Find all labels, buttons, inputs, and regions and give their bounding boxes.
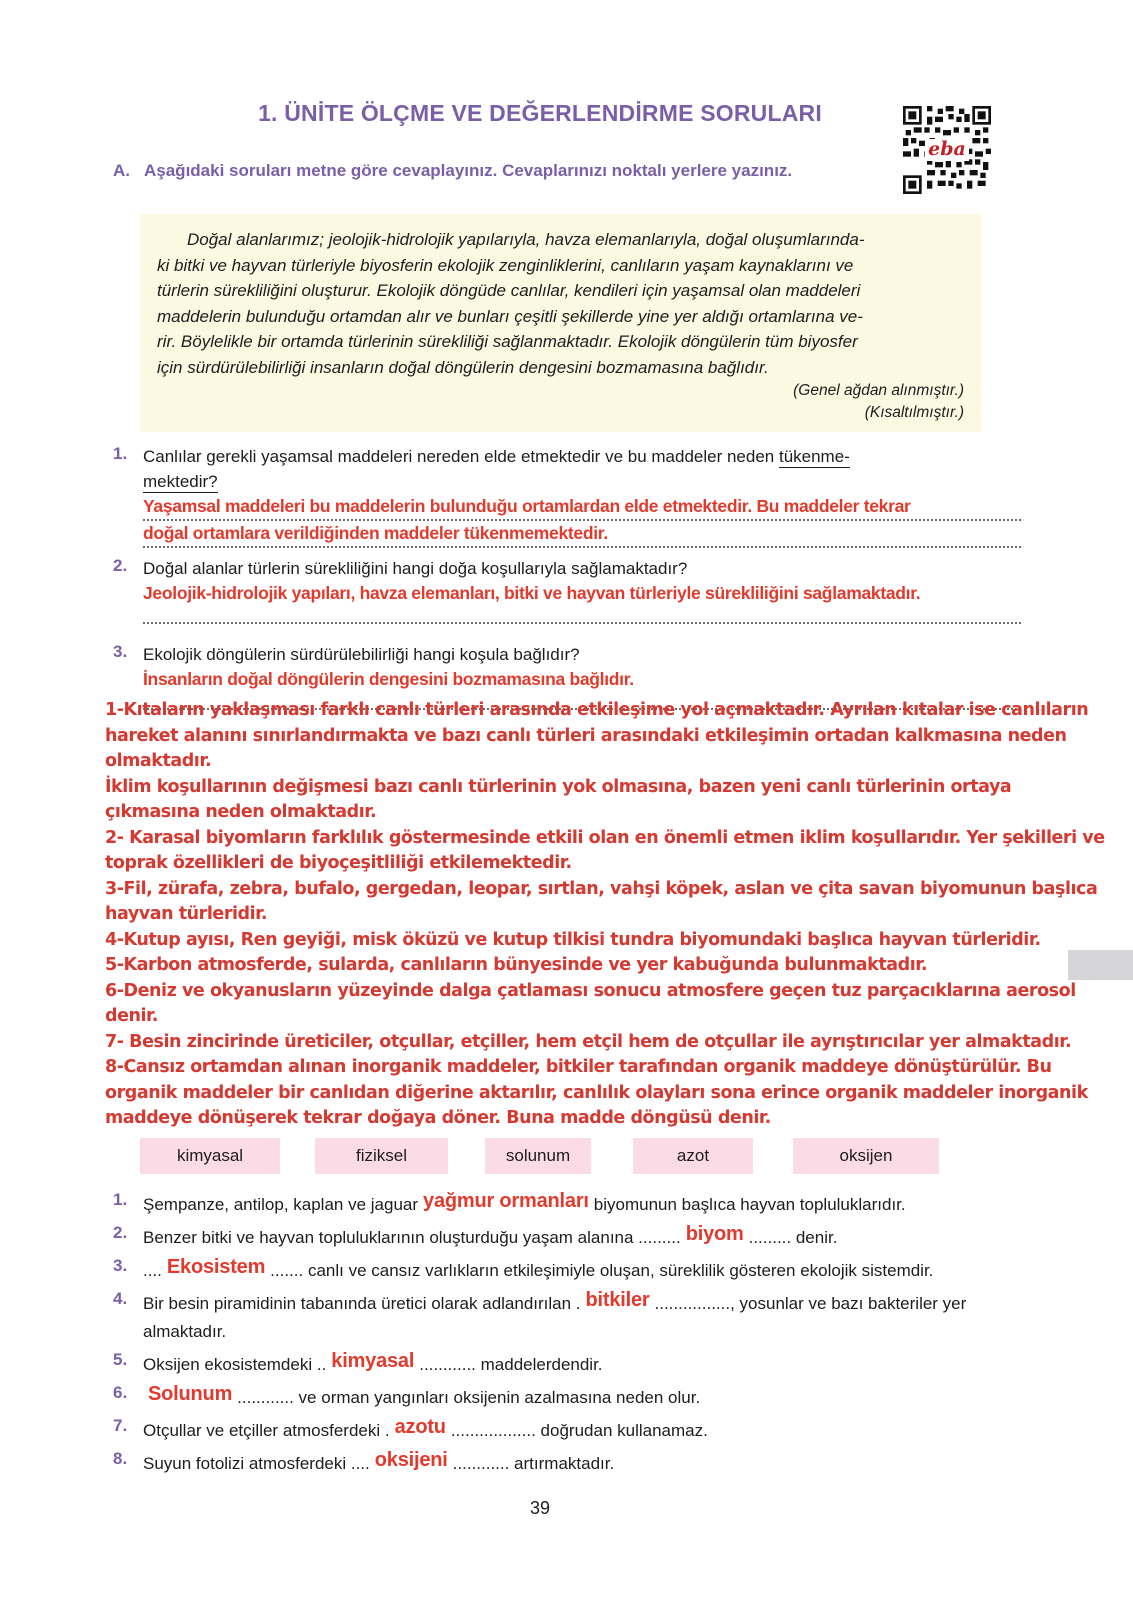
fill-pre: .... — [143, 1261, 162, 1280]
answer-line[interactable]: İnsanların doğal döngülerin dengesini bozmamasına bağlıdır. — [143, 669, 634, 689]
question-number: 6. — [113, 1383, 128, 1402]
passage-source: (Genel ağdan alınmıştır.) — [793, 382, 964, 399]
answer-block-line: 7- Besin zincirinde üreticiler, otçullar, etçiller, hem etçil hem de otçullar ile ayrıştırıcılar yer almaktadır. — [105, 1031, 1072, 1052]
question-number: 3. — [113, 642, 128, 661]
section-b-fill-items — [113, 1190, 1028, 1482]
question-2-body — [143, 556, 1021, 634]
fill-post: ......... denir. — [748, 1228, 838, 1247]
question-1-text: Canlılar gerekli yaşamsal maddeleri nereden elde etmektedir ve bu maddeler neden — [143, 447, 779, 466]
question-number: 7. — [113, 1416, 128, 1435]
dotted-answer-rule[interactable] — [143, 606, 1021, 624]
passage-line: ki bitki ve hayvan türleriyle biyosferin ekolojik zenginliklerini, canlıların yaşam kaynaklarını ve — [157, 255, 854, 275]
fill-answer[interactable]: oksijeni — [374, 1449, 448, 1471]
question-number: 3. — [113, 1256, 128, 1275]
fill-item-8 — [113, 1449, 1028, 1478]
word-bank-item: azot — [633, 1138, 753, 1174]
fill-post: ....... canlı ve cansız varlıkların etkileşimiyle oluşan, süreklilik gösteren ekolojik sistemdir. — [270, 1261, 934, 1280]
fill-answer[interactable]: azotu — [394, 1416, 446, 1438]
section-a-letter: A. — [113, 161, 130, 180]
passage-line: Doğal alanlarımız; jeolojik-hidrolojik yapılarıyla, havza elemanlarıyla, doğal oluşumlarında- — [187, 230, 865, 249]
question-number: 2. — [113, 556, 128, 575]
section-a-instruction-text: Aşağıdaki soruları metne göre cevaplayınız. Cevaplarınızı noktalı yerlere yazınız. — [144, 161, 793, 180]
section-a-questions — [113, 444, 1021, 722]
fill-item-1 — [113, 1190, 1028, 1219]
fill-answer[interactable]: Ekosistem — [166, 1256, 266, 1278]
word-bank-item: solunum — [485, 1138, 591, 1174]
question-1 — [113, 444, 1021, 548]
question-2 — [113, 556, 1021, 634]
section-a-instruction — [113, 161, 792, 181]
fill-answer[interactable]: bitkiler — [585, 1289, 650, 1311]
passage-line: maddelerin bulunduğu ortamdan alır ve bunları çeşitli şekillerde yine yer aldığı ortamlarına ve- — [157, 306, 863, 326]
word-bank-item: oksijen — [793, 1138, 939, 1174]
answer-block-line: İklim koşullarının değişmesi bazı canlı türlerinin yok olmasına, bazen yeni canlı türlerinin ortaya çıkmasına neden olmaktadır. — [105, 776, 1012, 822]
question-1-underlined-1: tükenme- — [778, 447, 850, 466]
question-number: 1. — [113, 444, 128, 463]
question-1-underlined-2: mektedir? — [143, 472, 218, 491]
fill-item-6 — [113, 1383, 1028, 1412]
word-bank — [0, 1138, 1133, 1176]
handwritten-answer-block — [105, 698, 1105, 1132]
fill-item-2 — [113, 1223, 1028, 1252]
fill-pre: Suyun fotolizi atmosferdeki .... — [143, 1454, 370, 1473]
qr-code — [903, 106, 991, 194]
question-number: 1. — [113, 1190, 128, 1209]
fill-pre: Benzer bitki ve hayvan topluluklarının oluşturduğu yaşam alanına ......... — [143, 1228, 681, 1247]
answer-block-line: 3-Fil, zürafa, zebra, bufalo, gergedan, leopar, sırtlan, vahşi köpek, aslan ve çita savan biyomunun başlıca hayvan türleridir. — [105, 878, 1098, 924]
answer-line[interactable]: Jeolojik-hidrolojik yapıları, havza elemanları, bitki ve hayvan türleriyle sürekliliğini sağlamaktadır. — [143, 583, 921, 603]
page-number: 39 — [529, 1498, 551, 1518]
passage-line: rir. Böylelikle bir ortamda türlerinin sürekliliği sağlanmaktadır. Ekolojik döngülerin tüm biyosfer — [157, 332, 858, 351]
question-3-text: Ekolojik döngülerin sürdürülebilirliği hangi koşula bağlıdır? — [143, 645, 580, 664]
page-edge-tab — [1068, 950, 1133, 980]
answer-block-line: 4-Kutup ayısı, Ren geyiği, misk öküzü ve kutup tilkisi tundra biyomundaki başlıca hayvan türleridir. — [105, 929, 1041, 950]
fill-pre: Bir besin piramidinin tabanında üretici olarak adlandırılan . — [143, 1294, 581, 1313]
fill-pre: Şempanze, antilop, kaplan ve jaguar — [143, 1195, 419, 1214]
fill-item-4 — [113, 1289, 1028, 1346]
fill-answer[interactable]: Solunum — [148, 1383, 233, 1405]
question-number: 5. — [113, 1350, 128, 1369]
fill-pre: Otçullar ve etçiller atmosferdeki . — [143, 1421, 390, 1440]
question-1-body — [143, 444, 1021, 548]
answer-block-line: 6-Deniz ve okyanusların yüzeyinde dalga çatlaması sonucu atmosfere geçen tuz parçacıklarına aerosol denir. — [105, 980, 1076, 1026]
word-bank-item: fiziksel — [315, 1138, 448, 1174]
fill-answer[interactable]: yağmur ormanları — [423, 1190, 589, 1212]
fill-post: ............ ve orman yangınları oksijenin azalmasına neden olur. — [237, 1388, 701, 1407]
fill-answer[interactable]: biyom — [685, 1223, 744, 1245]
answer-block-line: 8-Cansız ortamdan alınan inorganik maddeler, bitkiler tarafından organik maddeye dönüştürülür. Bu organik maddeler bir canlıdan diğerine aktarılır, canlılık olayları sona erince organik maddeler inorganik maddeye dönüşerek tekrar doğaya döner. Buna madde döngüsü denir. — [105, 1057, 1088, 1128]
answer-block-line: 5-Karbon atmosferde, sularda, canlıların bünyesinde ve yer kabuğunda bulunmaktadır. — [105, 955, 928, 975]
fill-post: .................. doğrudan kullanamaz. — [450, 1421, 708, 1440]
fill-post: ............ artırmaktadır. — [452, 1454, 615, 1473]
fill-post: ............ maddelerdendir. — [419, 1355, 603, 1374]
question-number: 4. — [113, 1289, 128, 1308]
answer-line[interactable]: doğal ortamlara verildiğinden maddeler tükenmemektedir. — [143, 521, 1021, 548]
answer-block-line: 1-Kıtaların yaklaşması farklı canlı türleri arasında etkileşime yol açmaktadır. Ayrılan kıtalar ise canlıların hareket alanını sınırlandırmakta ve bazı canlı türleri arasındaki etkileşimin ortadan kalkmasına neden olmaktadır. — [105, 700, 1089, 771]
question-number: 2. — [113, 1223, 128, 1242]
answer-line[interactable]: Yaşamsal maddeleri bu maddelerin bulunduğu ortamlardan elde etmektedir. Bu maddeler tekrar — [143, 494, 1021, 521]
word-bank-item: kimyasal — [140, 1138, 280, 1174]
passage-source: (Kısaltılmıştır.) — [864, 404, 964, 421]
fill-item-3 — [113, 1256, 1028, 1285]
question-2-text: Doğal alanlar türlerin sürekliliğini hangi doğa koşullarıyla sağlamaktadır? — [143, 559, 688, 578]
fill-post: ................, yosunlar ve bazı bakteriler yer almaktadır. — [143, 1294, 967, 1341]
fill-item-7 — [113, 1416, 1028, 1445]
eba-logo: eba — [925, 139, 969, 161]
fill-post: biyomunun başlıca hayvan topluluklarıdır. — [593, 1195, 906, 1214]
answer-block-line: 2- Karasal biyomların farklılık göstermesinde etkili olan en önemli etmen iklim koşullarıdır. Yer şekilleri ve toprak özellikleri de biyoçeşitliliği etkilemektedir. — [105, 827, 1105, 873]
fill-item-5 — [113, 1350, 1028, 1379]
reading-passage — [140, 214, 981, 432]
fill-pre: Oksijen ekosistemdeki .. — [143, 1355, 327, 1374]
question-number: 8. — [113, 1449, 128, 1468]
page-title: 1. ÜNİTE ÖLÇME VE DEĞERLENDİRME SORULARI — [258, 100, 822, 126]
fill-answer[interactable]: kimyasal — [331, 1350, 415, 1372]
passage-line: için sürdürülebilirliği insanların doğal döngülerin dengesini bozmamasına bağlıdır. — [157, 357, 769, 377]
passage-line: türlerin sürekliliğini oluşturur. Ekolojik döngüde canlılar, kendileri için yaşamsal olan maddeleri — [157, 281, 861, 300]
